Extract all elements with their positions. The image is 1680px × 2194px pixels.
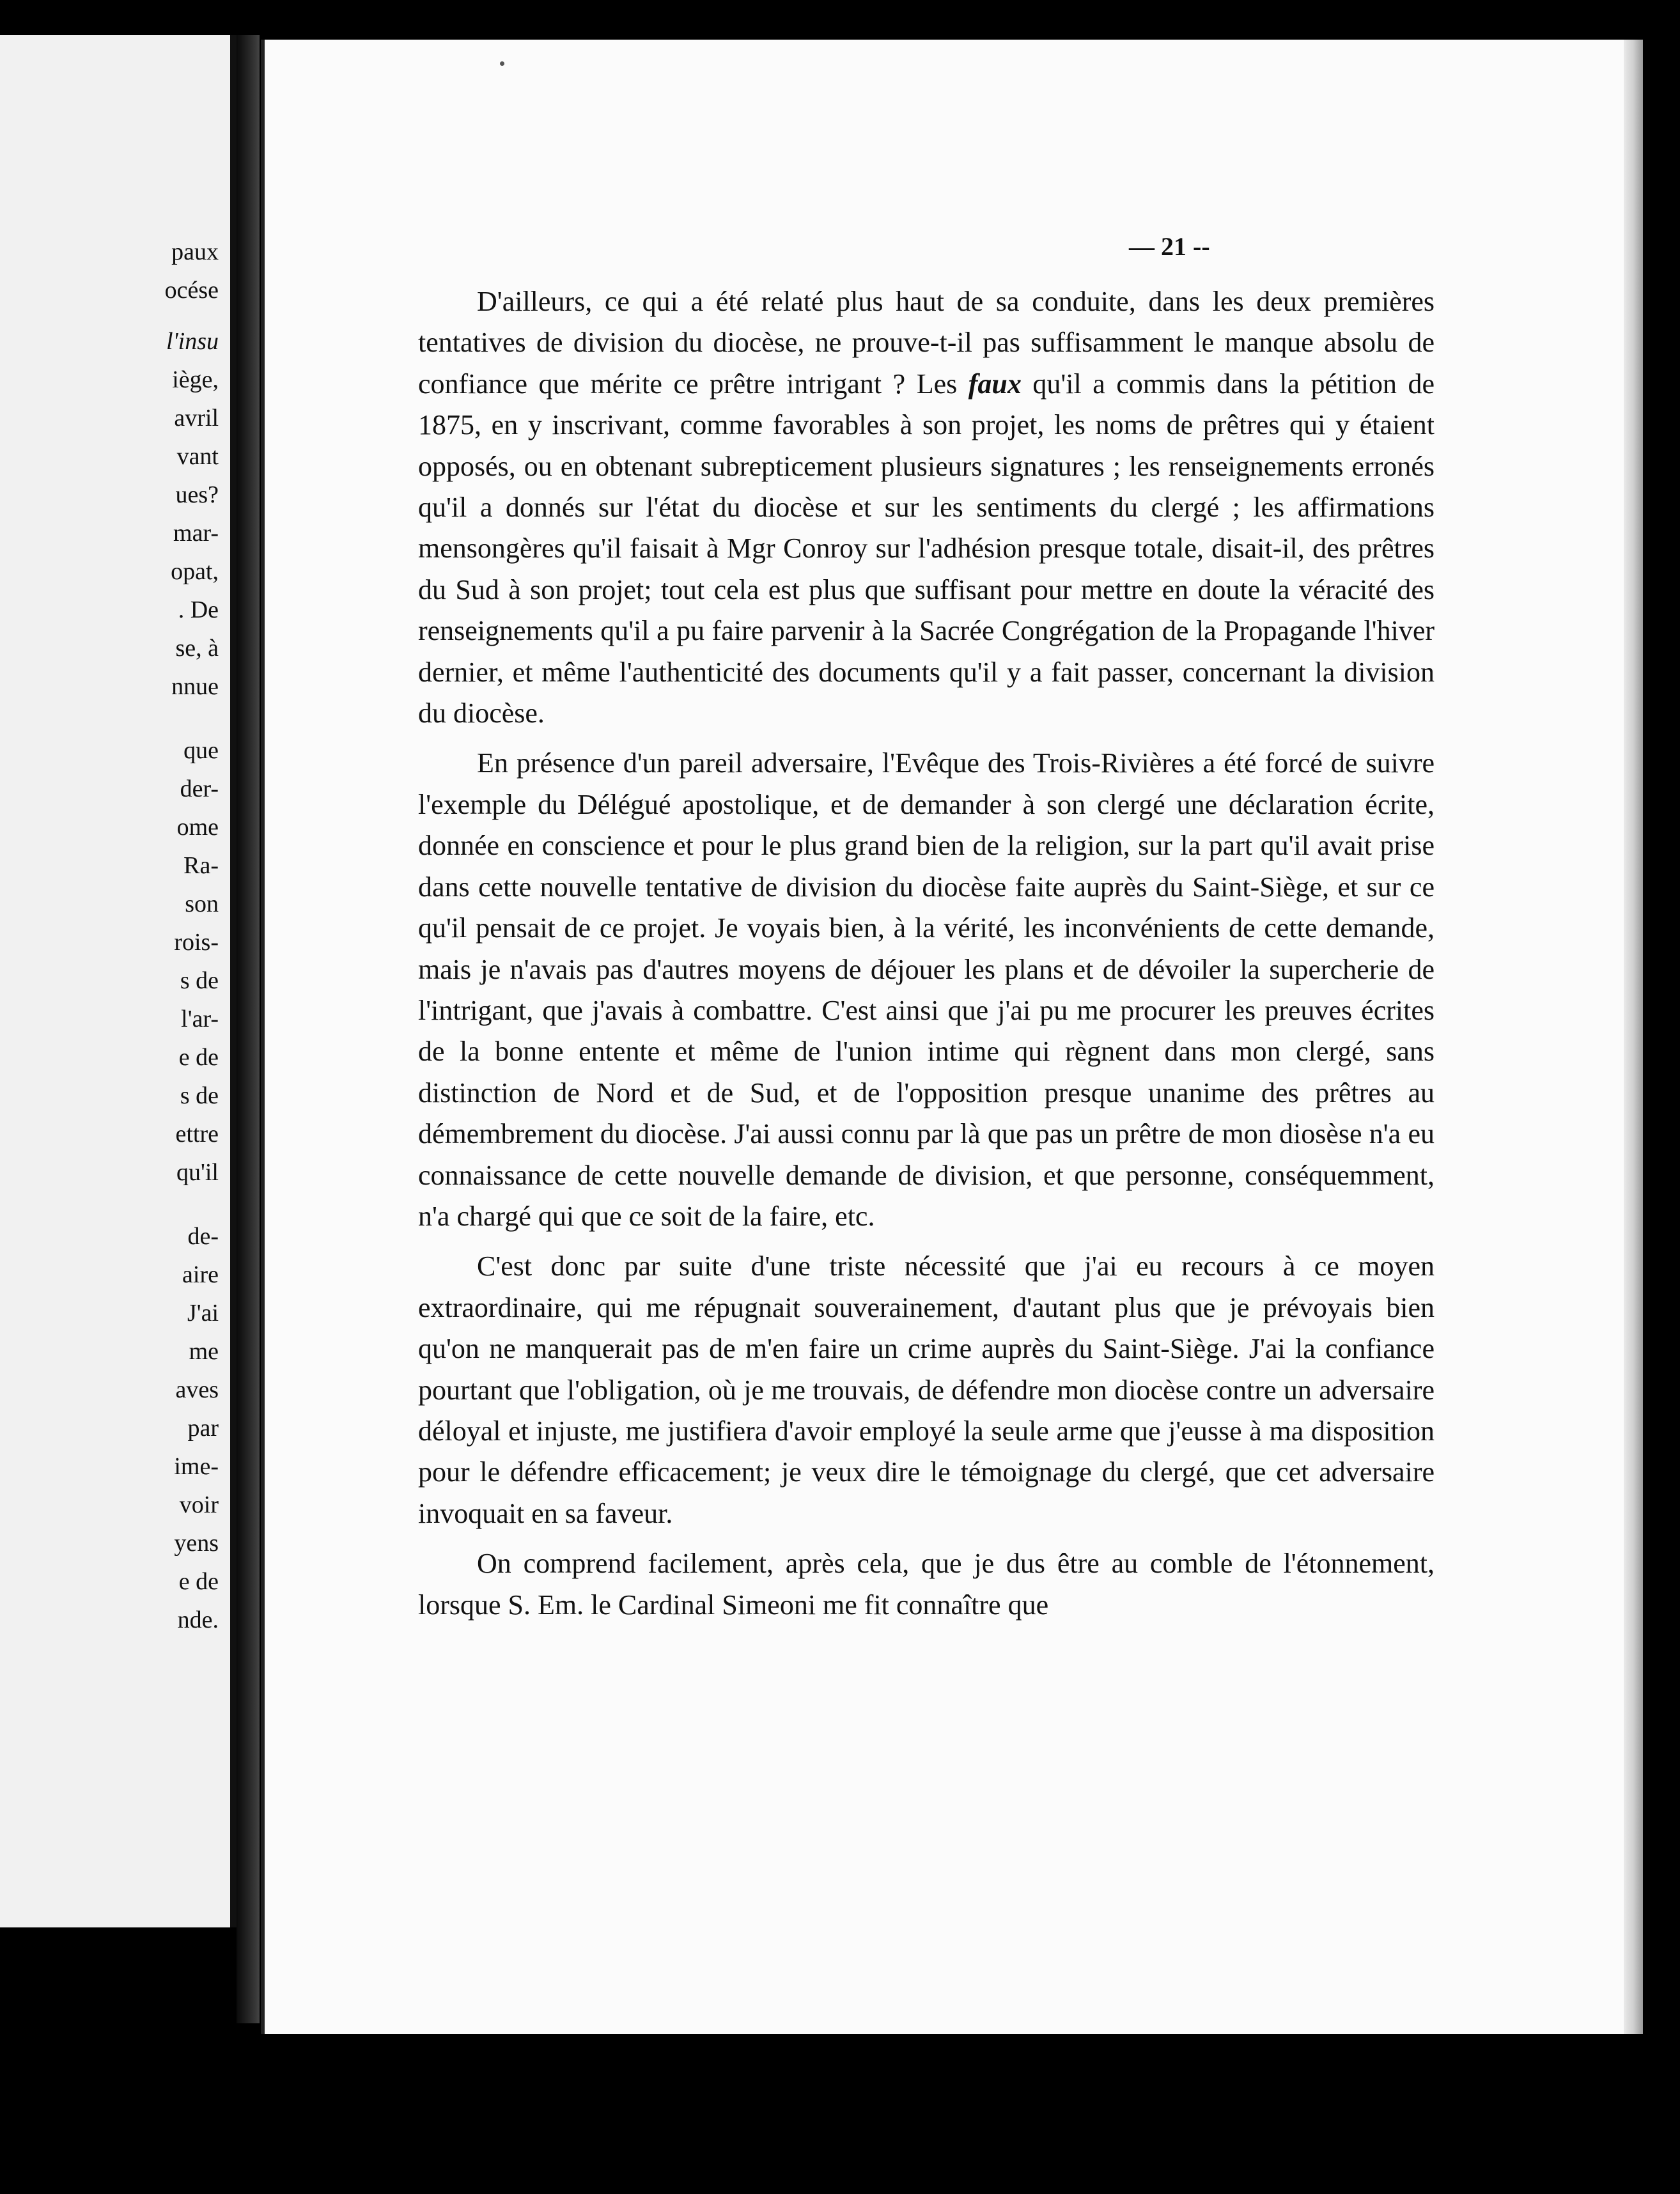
left-page-fragment: de- bbox=[187, 1223, 219, 1250]
page-body bbox=[418, 281, 1435, 1626]
left-page-fragment: . De bbox=[178, 596, 219, 623]
scan-speck bbox=[500, 61, 504, 66]
paragraph-4: On comprend facilement, après cela, que je dus être au comble de l'étonnement, lorsque S. Em. le Cardinal Simeoni me fit connaître que bbox=[418, 1548, 1435, 1621]
book-gutter bbox=[237, 35, 260, 2023]
left-page-fragment: vant bbox=[176, 443, 219, 470]
left-page-fragment: der- bbox=[180, 775, 219, 802]
left-page-fragment: ettre bbox=[175, 1121, 219, 1148]
left-page-fragment: opat, bbox=[171, 558, 219, 585]
left-page-fragment: aire bbox=[182, 1261, 219, 1288]
paragraph-2: En présence d'un pareil adversaire, l'Evêque des Trois-Rivières a été forcé de suivre l'exemple du Délégué apostolique, et de demander à son clergé une déclaration écrite, donnée en conscience et pour le plus grand bien de la religion, sur la part qu'il avait prise dans cette nouvelle tentative de division du diocèse faite auprès du Saint-Siège, et sur ce qu'il pensait de ce projet. Je voyais bien, à la vérité, les inconvénients de cette demande, mais je n'avais pas d'autres moyens de déjouer les plans et de dévoiler la supercherie de l'intrigant, que j'avais à combattre. C'est ainsi que j'ai pu me procurer les preuves écrites de la bonne entente et même de l'union intime qui règnent dans mon clergé, sans distinction de Nord et de Sud, et de l'opposition presque unanime des prêtres au démembrement du diocèse. J'ai aussi connu par là que pas un prêtre de mon diosèse n'a eu connaissance de cette nouvelle demande de division, et que personne, conséquemment, n'a chargé qui que ce soit de la faire, etc. bbox=[418, 747, 1435, 1232]
left-page-fragment: s de bbox=[180, 1082, 219, 1109]
left-page-fragment: aves bbox=[175, 1376, 219, 1403]
left-page-fragment: Ra- bbox=[183, 852, 219, 879]
left-page-fragment: mar- bbox=[173, 520, 219, 547]
page-number: — 21 -- bbox=[1129, 232, 1210, 261]
left-page-fragment: yens bbox=[174, 1530, 219, 1557]
left-page-fragment: son bbox=[185, 891, 219, 917]
left-page-fragment: J'ai bbox=[187, 1300, 219, 1327]
left-facing-page bbox=[0, 35, 237, 1927]
left-page-fragment: par bbox=[187, 1415, 219, 1442]
left-page-fragment: avril bbox=[174, 405, 219, 432]
right-page bbox=[261, 40, 1640, 2034]
left-page-fragment: ime- bbox=[174, 1453, 219, 1480]
left-page-fragment: me bbox=[189, 1338, 219, 1365]
page-edge-shadow bbox=[1624, 40, 1643, 2034]
left-page-fragment: se, à bbox=[175, 635, 219, 662]
left-page-fragment: qu'il bbox=[176, 1159, 219, 1186]
left-page-fragment: s de bbox=[180, 967, 219, 994]
left-page-fragment: iège, bbox=[172, 366, 219, 393]
left-page-fragment: e de bbox=[178, 1044, 219, 1071]
left-page-fragment: nde. bbox=[177, 1607, 219, 1633]
left-page-fragment: rois- bbox=[174, 929, 219, 956]
left-page-fragment: nnue bbox=[171, 673, 219, 700]
left-page-fragment: paux bbox=[171, 238, 219, 265]
left-page-fragment: que bbox=[183, 737, 219, 764]
paragraph-3: C'est donc par suite d'une triste nécessité que j'ai eu recours à ce moyen extraordinaire, qui me répugnait souverainement, d'autant plus que je prévoyais bien qu'on ne manquerait pas de m'en faire un crime auprès du Saint-Siège. J'ai la confiance pourtant que l'obligation, où je me trouvais, de défendre mon diocèse contre un adversaire déloyal et injuste, me justifiera d'avoir employé la seule arme que j'eusse à ma disposition pour le défendre efficacement; je veux dire le témoignage du clergé, que cet adversaire invoquait en sa faveur. bbox=[418, 1250, 1435, 1529]
paragraph-1: D'ailleurs, ce qui a été relaté plus haut de sa conduite, dans les deux premières tentatives de division du diocèse, ne prouve-t-il pas suffisamment le manque absolu de confiance que mérite ce prêtre intrigant ? Les faux qu'il a commis dans la pétition de 1875, en y inscrivant, comme favorables à son projet, les noms de prêtres qui y étaient opposés, ou en obtenant subrepticement plusieurs signatures ; les renseignements erronés qu'il a donnés sur l'état du diocèse et sur les sentiments du clergé ; les affirmations mensongères qu'il faisait à Mgr Conroy sur l'adhésion presque totale, disait-il, des prêtres du Sud à son projet; tout cela est plus que suffisant pour mettre en doute la véracité des renseignements qu'il a pu faire parvenir à la Sacrée Congrégation de la Propagande l'hiver dernier, et même l'authenticité des documents qu'il y a fait passer, concernant la division du diocèse. bbox=[418, 286, 1435, 729]
italic-word: faux bbox=[968, 368, 1022, 400]
left-page-fragment: l'insu bbox=[166, 328, 219, 355]
left-page-fragment: e de bbox=[178, 1568, 219, 1595]
left-page-fragment: ues? bbox=[175, 481, 219, 508]
left-page-fragment: voir bbox=[179, 1491, 219, 1518]
left-page-fragment: océse bbox=[164, 277, 219, 304]
left-page-fragment: ome bbox=[176, 814, 219, 841]
left-page-fragment: l'ar- bbox=[181, 1006, 219, 1032]
